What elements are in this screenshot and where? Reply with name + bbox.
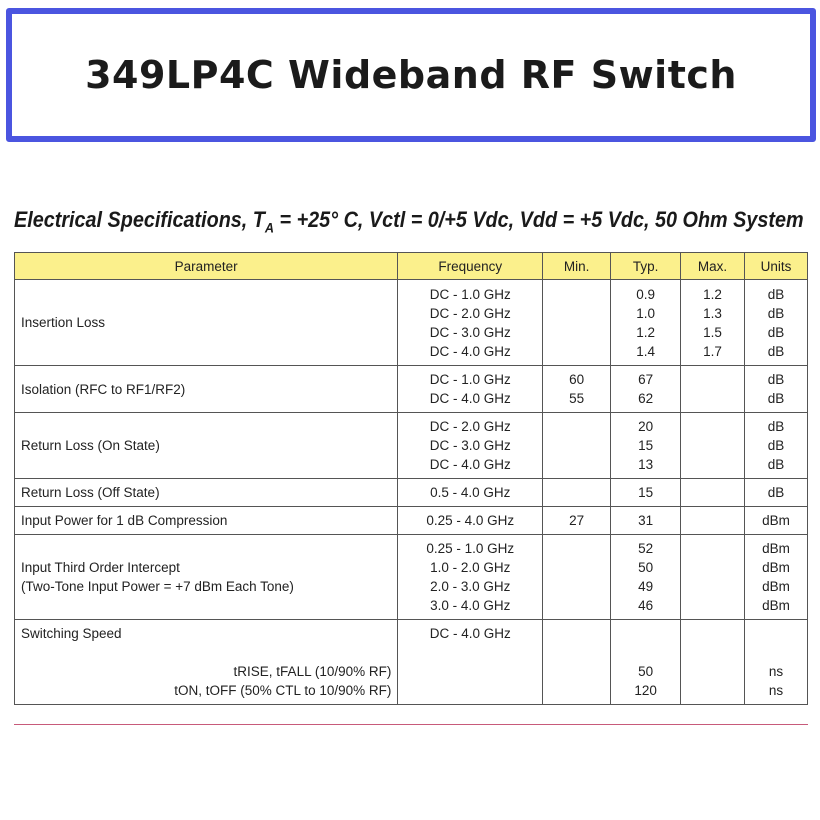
typ-cell-line: 13 [638,457,654,472]
typ-cell-line: 49 [638,579,654,594]
parameter-cell [15,620,398,705]
typ-cell-line: 50 [638,664,654,679]
frequency-cell [398,535,543,620]
page-title: 349LP4C Wideband RF Switch [85,53,737,97]
frequency-cell-line: 2.0 - 3.0 GHz [430,579,511,594]
max-cell [681,413,745,479]
parameter-cell [15,366,398,413]
max-cell [681,507,745,535]
max-cell-line: 1.3 [703,305,722,321]
units-cell-line: ns [768,683,784,698]
parameter-cell-line: Return Loss (On State) [21,438,160,453]
parameter-cell [15,479,398,507]
parameter-cell [15,507,398,535]
typ-cell-line: 46 [638,598,654,613]
frequency-cell-line: 0.25 - 1.0 GHz [426,541,515,556]
frequency-cell [398,280,543,366]
typ-cell-line: 1.0 [636,305,655,321]
spec-heading-subscript: A [264,219,275,236]
typ-cell [611,366,681,413]
min-cell [543,620,611,705]
parameter-cell-line: Insertion Loss [21,315,106,330]
max-cell-line: 1.2 [703,286,722,302]
typ-cell-line: 62 [638,391,654,406]
spec-heading-suffix: = +25° C, Vctl = 0/+5 Vdc, Vdd = +5 Vdc, 50 Ohm System [274,207,804,232]
typ-cell [611,535,681,620]
units-cell-line: dB [767,457,785,472]
frequency-cell [398,479,543,507]
frequency-cell-line: 3.0 - 4.0 GHz [430,598,511,613]
spec-table-body [15,280,808,705]
frequency-cell-line: DC - 4.0 GHz [429,626,511,641]
units-cell-line: dB [767,343,785,359]
units-cell [744,535,807,620]
max-cell [681,366,745,413]
max-cell [681,479,745,507]
units-cell-line: dBm [762,513,790,528]
min-cell [543,280,611,366]
frequency-cell-line: DC - 4.0 GHz [429,457,511,472]
typ-cell-line: 20 [638,419,654,434]
units-cell-line: dBm [762,598,790,613]
units-cell [744,280,807,366]
switching-sub-param: tON, tOFF (50% CTL to 10/90% RF) [174,683,392,698]
max-cell [681,620,745,705]
typ-cell [611,413,681,479]
typ-cell-line: 1.2 [636,324,655,340]
min-cell-line: 60 [569,372,585,387]
typ-cell-line: 31 [638,513,654,528]
min-cell [543,535,611,620]
header-units: Units [744,253,807,280]
units-cell-line: dBm [762,560,790,575]
max-cell-line: 1.5 [703,324,722,340]
min-cell [543,413,611,479]
units-cell [744,620,807,705]
parameter-cell-line: Isolation (RFC to RF1/RF2) [21,381,186,397]
table-row [15,535,808,620]
units-cell-line: dB [767,324,785,340]
frequency-cell [398,366,543,413]
frequency-cell-line: DC - 1.0 GHz [429,286,511,302]
max-cell [681,535,745,620]
table-row [15,413,808,479]
units-cell-line: dB [767,372,785,387]
units-cell-line: dB [767,419,785,434]
units-cell [744,479,807,507]
min-cell [543,479,611,507]
spec-heading [14,207,804,236]
frequency-cell-line: 1.0 - 2.0 GHz [430,560,511,575]
table-header-row [15,253,808,280]
typ-cell [611,280,681,366]
units-cell-line: dB [767,438,785,453]
spec-table [14,252,808,705]
units-cell-line: ns [768,664,784,679]
units-cell [744,507,807,535]
frequency-cell-line: DC - 2.0 GHz [429,305,511,321]
frequency-cell [398,413,543,479]
header-min: Min. [543,253,611,280]
typ-cell-line: 15 [638,485,654,500]
frequency-cell-line: 0.25 - 4.0 GHz [426,513,515,528]
min-cell-line: 27 [569,513,585,528]
typ-cell [611,507,681,535]
frequency-cell-line: DC - 4.0 GHz [429,391,511,406]
table-row [15,479,808,507]
spec-heading-prefix: Electrical Specifications, T [14,207,265,232]
units-cell [744,413,807,479]
units-cell-line: dB [767,485,785,500]
units-cell-line: dB [767,305,785,321]
frequency-cell-line: DC - 4.0 GHz [429,343,511,359]
min-cell-line: 55 [569,391,585,406]
frequency-cell-line: DC - 1.0 GHz [429,372,511,387]
max-cell-line: 1.7 [703,343,722,359]
units-cell-line: dB [767,391,785,406]
bottom-divider [14,724,808,725]
frequency-cell-line: DC - 3.0 GHz [429,324,511,340]
header-max: Max. [681,253,745,280]
parameter-cell [15,413,398,479]
title-banner [6,8,816,142]
typ-cell-line: 120 [634,683,657,698]
max-cell [681,280,745,366]
table-row [15,280,808,366]
typ-cell [611,620,681,705]
typ-cell-line: 1.4 [636,343,655,359]
units-cell-line: dBm [762,541,790,556]
frequency-cell [398,507,543,535]
table-row [15,620,808,705]
table-row [15,507,808,535]
typ-cell-line: 50 [638,560,654,575]
typ-cell [611,479,681,507]
header-parameter: Parameter [15,253,398,280]
frequency-cell-line: DC - 2.0 GHz [429,419,511,434]
min-cell [543,507,611,535]
units-cell-line: dBm [762,579,790,594]
header-frequency: Frequency [398,253,543,280]
spacer [21,643,391,662]
parameter-cell [15,535,398,620]
typ-cell-line: 15 [638,438,654,453]
parameter-cell-line: Return Loss (Off State) [21,485,160,500]
header-typ: Typ. [611,253,681,280]
frequency-cell-line: 0.5 - 4.0 GHz [430,485,511,500]
parameter-cell-line: Input Third Order Intercept [21,560,180,575]
min-cell [543,366,611,413]
frequency-cell [398,620,543,705]
units-cell-line: dB [767,286,785,302]
frequency-cell-line: DC - 3.0 GHz [429,438,511,453]
units-cell [744,366,807,413]
parameter-cell [15,280,398,366]
switching-sub-param: tRISE, tFALL (10/90% RF) [233,664,392,679]
parameter-cell-line: Switching Speed [21,626,122,641]
table-row [15,366,808,413]
parameter-cell-line: Input Power for 1 dB Compression [21,513,228,528]
typ-cell-line: 67 [638,372,654,387]
typ-cell-line: 52 [638,541,654,556]
parameter-cell-line: (Two-Tone Input Power = +7 dBm Each Tone) [21,579,294,594]
typ-cell-line: 0.9 [636,286,655,302]
